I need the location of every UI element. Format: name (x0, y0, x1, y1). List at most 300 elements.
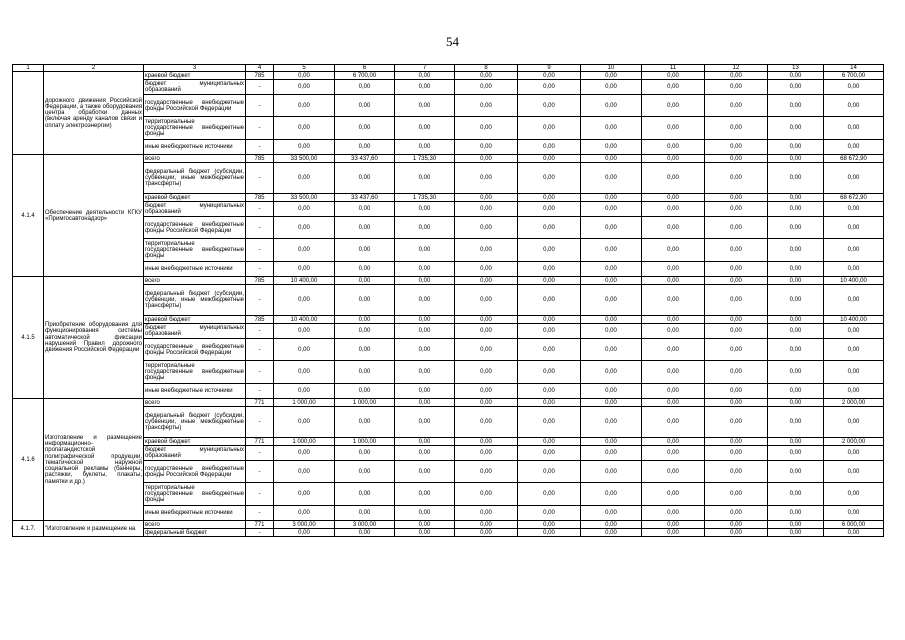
amount-cell: 0,00 (455, 461, 518, 483)
amount-cell: 0,00 (518, 95, 581, 117)
admin-code: 785 (246, 194, 274, 202)
table-row (13, 72, 884, 80)
amount-cell: 0,00 (518, 446, 581, 461)
table-row (13, 529, 884, 537)
amount-cell: 0,00 (768, 316, 824, 324)
amount-cell: 6 700,00 (335, 72, 395, 80)
table-row (13, 506, 884, 521)
amount-cell: 0,00 (581, 239, 642, 262)
amount-cell: 0,00 (705, 339, 768, 361)
amount-cell: 0,00 (274, 461, 335, 483)
amount-cell: 0,00 (395, 277, 455, 285)
amount-cell: 0,00 (581, 117, 642, 140)
amount-cell: 0,00 (274, 163, 335, 194)
amount-cell: 0,00 (642, 384, 705, 399)
amount-cell: 0,00 (335, 95, 395, 117)
amount-cell: 0,00 (581, 202, 642, 217)
amount-cell: 0,00 (768, 361, 824, 384)
amount-cell: 0,00 (274, 117, 335, 140)
amount-cell: 0,00 (581, 194, 642, 202)
amount-cell: 68 672,90 (824, 155, 884, 163)
amount-cell: 10 400,00 (274, 316, 335, 324)
amount-cell: 0,00 (335, 446, 395, 461)
column-number: 10 (581, 65, 642, 72)
amount-cell: 6 700,00 (824, 72, 884, 80)
admin-code: - (246, 80, 274, 95)
amount-cell: 0,00 (274, 80, 335, 95)
amount-cell: 0,00 (705, 80, 768, 95)
table-row (13, 95, 884, 117)
amount-cell: 1 000,00 (274, 399, 335, 407)
admin-code: - (246, 95, 274, 117)
amount-cell: 0,00 (768, 446, 824, 461)
amount-cell: 0,00 (581, 140, 642, 155)
amount-cell: 0,00 (455, 95, 518, 117)
item-code: 4.1.5 (13, 277, 44, 399)
funding-source: всего (144, 521, 246, 529)
amount-cell: 0,00 (518, 521, 581, 529)
funding-source: всего (144, 399, 246, 407)
admin-code: - (246, 140, 274, 155)
amount-cell: 3 000,00 (274, 521, 335, 529)
amount-cell: 0,00 (768, 140, 824, 155)
item-name: Приобретение оборудования для функционирования системы автоматической фиксации нарушений Правил дорожного движения Российской Федерации (44, 277, 144, 399)
table-row (13, 117, 884, 140)
amount-cell: 0,00 (335, 80, 395, 95)
amount-cell: 0,00 (824, 529, 884, 537)
table-row (13, 407, 884, 438)
amount-cell: 0,00 (705, 140, 768, 155)
admin-code: - (246, 361, 274, 384)
funding-source: территориальные государственные внебюджетные фонды (144, 239, 246, 262)
admin-code: - (246, 202, 274, 217)
funding-source: территориальные государственные внебюджетные фонды (144, 117, 246, 140)
admin-code: - (246, 262, 274, 277)
amount-cell: 0,00 (768, 461, 824, 483)
amount-cell: 0,00 (335, 285, 395, 316)
amount-cell: 0,00 (518, 483, 581, 506)
amount-cell: 0,00 (335, 361, 395, 384)
amount-cell: 0,00 (581, 80, 642, 95)
amount-cell: 0,00 (824, 361, 884, 384)
amount-cell: 0,00 (518, 361, 581, 384)
amount-cell: 0,00 (642, 438, 705, 446)
admin-code: - (246, 117, 274, 140)
amount-cell: 0,00 (395, 339, 455, 361)
amount-cell: 0,00 (455, 407, 518, 438)
funding-source: бюджет муниципальных образований (145, 203, 244, 216)
amount-cell: 0,00 (455, 140, 518, 155)
amount-cell: 0,00 (581, 277, 642, 285)
amount-cell: 0,00 (581, 521, 642, 529)
amount-cell: 0,00 (642, 217, 705, 239)
funding-source: территориальные государственные внебюджетные фонды (144, 361, 246, 384)
item-code: 4.1.4 (13, 155, 44, 277)
funding-source: бюджет муниципальных образований (145, 81, 244, 94)
table-row (13, 239, 884, 262)
admin-code: - (246, 285, 274, 316)
amount-cell: 0,00 (768, 194, 824, 202)
amount-cell: 0,00 (455, 163, 518, 194)
table-row (13, 316, 884, 324)
amount-cell: 0,00 (705, 399, 768, 407)
amount-cell: 0,00 (518, 399, 581, 407)
amount-cell: 0,00 (274, 285, 335, 316)
amount-cell: 0,00 (518, 316, 581, 324)
amount-cell: 0,00 (581, 217, 642, 239)
amount-cell: 0,00 (824, 239, 884, 262)
amount-cell: 0,00 (395, 202, 455, 217)
amount-cell: 0,00 (335, 461, 395, 483)
amount-cell: 0,00 (518, 262, 581, 277)
item-code: 4.1.6 (13, 399, 44, 521)
funding-source: федеральный бюджет (субсидии, субвенции, иные межбюджетные трансферты) (144, 285, 246, 316)
amount-cell: 0,00 (455, 202, 518, 217)
admin-code: - (246, 217, 274, 239)
amount-cell: 0,00 (642, 277, 705, 285)
amount-cell: 0,00 (274, 239, 335, 262)
amount-cell: 0,00 (395, 140, 455, 155)
amount-cell: 0,00 (274, 72, 335, 80)
table-row (13, 163, 884, 194)
admin-code: - (246, 324, 274, 339)
amount-cell: 0,00 (395, 163, 455, 194)
column-number: 1 (13, 65, 44, 72)
amount-cell: 0,00 (455, 239, 518, 262)
amount-cell: 0,00 (395, 316, 455, 324)
amount-cell: 0,00 (274, 202, 335, 217)
amount-cell: 0,00 (274, 361, 335, 384)
admin-code: - (246, 529, 274, 537)
amount-cell: 0,00 (455, 339, 518, 361)
amount-cell: 0,00 (455, 506, 518, 521)
amount-cell: 0,00 (274, 407, 335, 438)
amount-cell: 0,00 (395, 521, 455, 529)
amount-cell: 0,00 (705, 262, 768, 277)
amount-cell: 0,00 (642, 202, 705, 217)
amount-cell: 0,00 (768, 384, 824, 399)
amount-cell: 0,00 (335, 262, 395, 277)
amount-cell: 0,00 (705, 461, 768, 483)
funding-source: бюджет муниципальных образований (145, 325, 244, 338)
amount-cell: 0,00 (642, 262, 705, 277)
column-number: 13 (768, 65, 824, 72)
column-number: 5 (274, 65, 335, 72)
amount-cell: 0,00 (335, 202, 395, 217)
funding-source: государственные внебюджетные фонды Российской Федерации (144, 339, 246, 361)
table-row (13, 446, 884, 461)
amount-cell: 0,00 (581, 72, 642, 80)
amount-cell: 0,00 (824, 202, 884, 217)
amount-cell: 0,00 (705, 316, 768, 324)
table-row (13, 202, 884, 217)
funding-source: иные внебюджетные источники (144, 506, 246, 521)
amount-cell: 0,00 (274, 446, 335, 461)
admin-code: 785 (246, 155, 274, 163)
amount-cell: 0,00 (642, 80, 705, 95)
funding-source: федеральный бюджет (субсидии, субвенции, иные межбюджетные трансферты) (144, 163, 246, 194)
column-number: 14 (824, 65, 884, 72)
amount-cell: 0,00 (642, 163, 705, 194)
amount-cell: 0,00 (395, 285, 455, 316)
amount-cell: 0,00 (335, 384, 395, 399)
table-row (13, 339, 884, 361)
amount-cell: 0,00 (824, 285, 884, 316)
amount-cell: 0,00 (824, 407, 884, 438)
admin-code: 785 (246, 72, 274, 80)
amount-cell: 0,00 (768, 339, 824, 361)
amount-cell: 0,00 (518, 140, 581, 155)
amount-cell: 0,00 (768, 217, 824, 239)
amount-cell: 0,00 (642, 399, 705, 407)
amount-cell: 0,00 (768, 483, 824, 506)
amount-cell: 2 000,00 (824, 438, 884, 446)
amount-cell: 0,00 (455, 117, 518, 140)
amount-cell: 0,00 (768, 155, 824, 163)
amount-cell: 0,00 (705, 277, 768, 285)
amount-cell: 0,00 (335, 277, 395, 285)
amount-cell: 0,00 (581, 506, 642, 521)
admin-code: - (246, 407, 274, 438)
amount-cell: 0,00 (455, 155, 518, 163)
amount-cell: 0,00 (768, 202, 824, 217)
amount-cell: 0,00 (768, 324, 824, 339)
column-number: 11 (642, 65, 705, 72)
amount-cell: 0,00 (705, 117, 768, 140)
amount-cell: 0,00 (642, 95, 705, 117)
amount-cell: 0,00 (581, 446, 642, 461)
amount-cell: 0,00 (518, 155, 581, 163)
table-row (13, 285, 884, 316)
amount-cell: 0,00 (824, 446, 884, 461)
amount-cell: 0,00 (581, 384, 642, 399)
amount-cell: 10 400,00 (824, 277, 884, 285)
amount-cell: 0,00 (642, 239, 705, 262)
amount-cell: 0,00 (455, 521, 518, 529)
amount-cell: 1 000,00 (274, 438, 335, 446)
admin-code: - (246, 483, 274, 506)
funding-source: федеральный бюджет (субсидии, субвенции, иные межбюджетные трансферты) (144, 407, 246, 438)
funding-source: краевой бюджет (144, 316, 246, 324)
funding-source: территориальные государственные внебюджетные фонды (144, 483, 246, 506)
amount-cell: 0,00 (455, 446, 518, 461)
admin-code: 785 (246, 277, 274, 285)
amount-cell: 0,00 (455, 324, 518, 339)
amount-cell: 0,00 (768, 285, 824, 316)
funding-source: государственные внебюджетные фонды Российской Федерации (144, 95, 246, 117)
amount-cell: 0,00 (395, 506, 455, 521)
amount-cell: 0,00 (518, 529, 581, 537)
amount-cell: 0,00 (335, 140, 395, 155)
amount-cell: 0,00 (642, 407, 705, 438)
amount-cell: 33 437,60 (335, 155, 395, 163)
table-row (13, 399, 884, 407)
amount-cell: 0,00 (642, 361, 705, 384)
column-number: 7 (395, 65, 455, 72)
admin-code: - (246, 339, 274, 361)
table-row (13, 140, 884, 155)
amount-cell: 0,00 (642, 529, 705, 537)
amount-cell: 0,00 (518, 339, 581, 361)
table-row (13, 521, 884, 529)
amount-cell: 0,00 (274, 529, 335, 537)
amount-cell: 0,00 (455, 217, 518, 239)
header-row (13, 65, 884, 72)
admin-code: - (246, 461, 274, 483)
amount-cell: 0,00 (518, 407, 581, 438)
amount-cell: 0,00 (642, 117, 705, 140)
amount-cell: 0,00 (581, 262, 642, 277)
amount-cell: 0,00 (581, 399, 642, 407)
budget-table (12, 64, 884, 537)
amount-cell: 0,00 (395, 446, 455, 461)
amount-cell: 0,00 (395, 483, 455, 506)
amount-cell: 0,00 (518, 72, 581, 80)
funding-source: иные внебюджетные источники (144, 384, 246, 399)
amount-cell: 0,00 (518, 506, 581, 521)
amount-cell: 0,00 (705, 384, 768, 399)
funding-source: государственные внебюджетные фонды Российской Федерации (144, 461, 246, 483)
amount-cell: 0,00 (768, 407, 824, 438)
amount-cell: 0,00 (824, 324, 884, 339)
amount-cell: 0,00 (768, 80, 824, 95)
funding-source: иные внебюджетные источники (144, 140, 246, 155)
amount-cell: 0,00 (518, 194, 581, 202)
amount-cell: 0,00 (455, 80, 518, 95)
amount-cell: 0,00 (642, 339, 705, 361)
amount-cell: 1 735,30 (395, 194, 455, 202)
amount-cell: 0,00 (455, 384, 518, 399)
column-number: 12 (705, 65, 768, 72)
table-row (13, 217, 884, 239)
column-number: 8 (455, 65, 518, 72)
amount-cell: 0,00 (824, 140, 884, 155)
amount-cell: 0,00 (581, 438, 642, 446)
amount-cell: 0,00 (455, 262, 518, 277)
amount-cell: 0,00 (705, 163, 768, 194)
amount-cell: 0,00 (581, 483, 642, 506)
funding-source: всего (144, 277, 246, 285)
item-name: Обеспечение деятельности КГКУ «Примгосавтонадзор» (44, 155, 144, 277)
amount-cell: 0,00 (455, 277, 518, 285)
amount-cell: 0,00 (395, 117, 455, 140)
amount-cell: 0,00 (395, 80, 455, 95)
amount-cell: 10 400,00 (274, 277, 335, 285)
amount-cell: 0,00 (642, 194, 705, 202)
amount-cell: 0,00 (581, 461, 642, 483)
amount-cell: 0,00 (705, 446, 768, 461)
amount-cell: 0,00 (768, 506, 824, 521)
amount-cell: 0,00 (395, 438, 455, 446)
amount-cell: 0,00 (274, 384, 335, 399)
funding-source: государственные внебюджетные фонды Российской Федерации (144, 217, 246, 239)
funding-source: краевой бюджет (144, 438, 246, 446)
amount-cell: 0,00 (455, 285, 518, 316)
amount-cell: 0,00 (705, 217, 768, 239)
amount-cell: 0,00 (274, 262, 335, 277)
amount-cell: 0,00 (335, 239, 395, 262)
amount-cell: 0,00 (768, 521, 824, 529)
table-row (13, 262, 884, 277)
amount-cell: 0,00 (518, 217, 581, 239)
amount-cell: 1 000,00 (335, 399, 395, 407)
amount-cell: 0,00 (395, 529, 455, 537)
amount-cell: 0,00 (642, 324, 705, 339)
amount-cell: 0,00 (642, 72, 705, 80)
amount-cell: 0,00 (335, 217, 395, 239)
admin-code: 771 (246, 399, 274, 407)
amount-cell: 0,00 (518, 239, 581, 262)
item-name: "Изготовление и размещение на (44, 521, 144, 537)
amount-cell: 0,00 (824, 506, 884, 521)
column-number: 9 (518, 65, 581, 72)
amount-cell: 0,00 (705, 438, 768, 446)
amount-cell: 0,00 (395, 361, 455, 384)
amount-cell: 0,00 (518, 202, 581, 217)
amount-cell: 33 500,00 (274, 155, 335, 163)
column-number: 4 (246, 65, 274, 72)
amount-cell: 0,00 (274, 217, 335, 239)
item-name: дорожного движения Российской Федерации, а также оборудования центра обработки данных (включая аренду каналов связи и оплату электроэнергии) (44, 72, 144, 155)
amount-cell: 0,00 (824, 80, 884, 95)
amount-cell: 0,00 (335, 339, 395, 361)
amount-cell: 0,00 (335, 506, 395, 521)
amount-cell: 0,00 (335, 163, 395, 194)
amount-cell: 0,00 (824, 483, 884, 506)
table-row (13, 194, 884, 202)
amount-cell: 0,00 (335, 483, 395, 506)
amount-cell: 0,00 (335, 316, 395, 324)
amount-cell: 0,00 (705, 194, 768, 202)
amount-cell: 0,00 (581, 163, 642, 194)
amount-cell: 0,00 (455, 316, 518, 324)
funding-source: краевой бюджет (144, 194, 246, 202)
amount-cell: 0,00 (824, 217, 884, 239)
amount-cell: 0,00 (335, 324, 395, 339)
amount-cell: 0,00 (274, 339, 335, 361)
amount-cell: 0,00 (705, 285, 768, 316)
amount-cell: 0,00 (705, 324, 768, 339)
amount-cell: 1 735,30 (395, 155, 455, 163)
amount-cell: 0,00 (455, 483, 518, 506)
amount-cell: 0,00 (518, 461, 581, 483)
table-row (13, 277, 884, 285)
amount-cell: 0,00 (518, 285, 581, 316)
amount-cell: 0,00 (642, 446, 705, 461)
amount-cell: 0,00 (581, 529, 642, 537)
amount-cell: 0,00 (642, 316, 705, 324)
amount-cell: 0,00 (824, 461, 884, 483)
amount-cell: 0,00 (518, 384, 581, 399)
table-row (13, 384, 884, 399)
amount-cell: 0,00 (455, 361, 518, 384)
amount-cell: 0,00 (705, 95, 768, 117)
amount-cell: 0,00 (768, 239, 824, 262)
amount-cell: 0,00 (705, 202, 768, 217)
amount-cell: 0,00 (768, 529, 824, 537)
amount-cell: 0,00 (581, 339, 642, 361)
page-number: 54 (446, 34, 459, 49)
admin-code: 785 (246, 316, 274, 324)
amount-cell: 0,00 (581, 285, 642, 316)
amount-cell: 0,00 (705, 483, 768, 506)
admin-code: - (246, 163, 274, 194)
amount-cell: 0,00 (705, 521, 768, 529)
amount-cell: 6 000,00 (824, 521, 884, 529)
amount-cell: 0,00 (518, 80, 581, 95)
admin-code: - (246, 239, 274, 262)
funding-source: иные внебюджетные источники (144, 262, 246, 277)
